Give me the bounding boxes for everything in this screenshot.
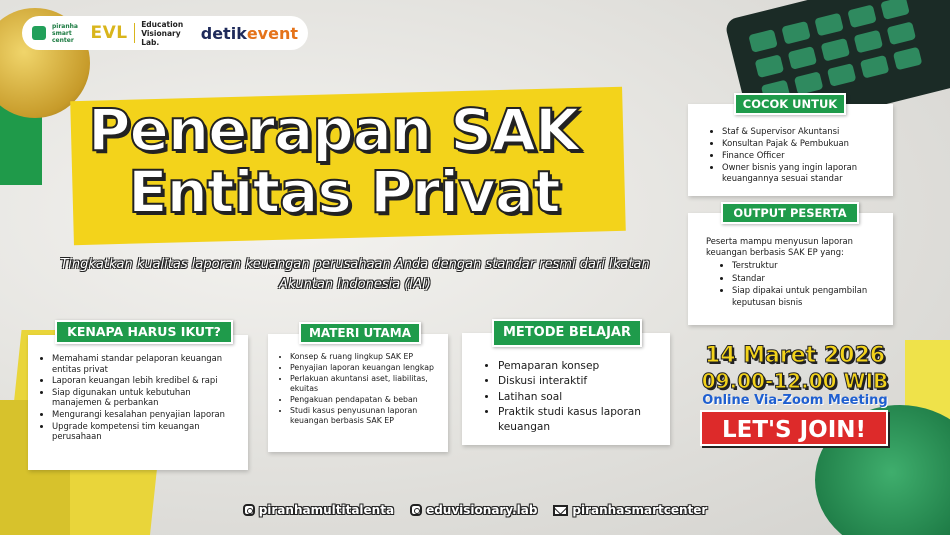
social-handle: piranhamultitalenta [258, 503, 395, 517]
social-instagram-1[interactable] [243, 503, 394, 517]
social-email[interactable] [553, 503, 707, 517]
output-list [718, 260, 884, 309]
list-item: • Standar [732, 273, 884, 285]
output-card [688, 213, 893, 325]
page-title-line-1: Penerapan SAK [88, 96, 579, 164]
metode-heading: METODE BELAJAR [492, 319, 642, 347]
list-item: • Konsultan Pajak & Pembukuan [722, 138, 890, 149]
list-item: • Latihan soal [498, 390, 664, 404]
list-item: • Finance Officer [722, 150, 890, 161]
list-item: • Perlakuan akuntansi aset, liabilitas, ekuitas [290, 374, 446, 394]
instagram-icon [410, 504, 422, 516]
join-button[interactable]: LET'S JOIN! [700, 410, 888, 446]
list-item: • Terstruktur [732, 260, 884, 272]
kenapa-card [28, 335, 248, 470]
evl-logo: EVL [90, 23, 128, 43]
piranha-logo-text: piranha smart center [52, 22, 78, 44]
social-handle: eduvisionary.lab [426, 503, 538, 517]
list-item: • Siap digunakan untuk kebutuhan manajemen & perbankan [52, 387, 243, 408]
logo-divider [134, 23, 136, 43]
list-item: • Pemaparan konsep [498, 359, 664, 373]
mail-icon [553, 505, 568, 516]
kenapa-list [38, 353, 243, 443]
social-links [250, 500, 708, 520]
event-online-location: Online Via-Zoom Meeting [702, 393, 888, 408]
output-heading: OUTPUT PESERTA [721, 202, 859, 224]
evl-logo-text: Education Visionary Lab. [141, 19, 184, 47]
materi-heading: MATERI UTAMA [299, 322, 421, 344]
cocok-heading: COCOK UNTUK [734, 93, 846, 115]
list-item: • Staf & Supervisor Akuntansi [722, 126, 890, 137]
detik-text: detik [200, 23, 247, 43]
list-item: • Konsep & ruang lingkup SAK EP [290, 352, 446, 362]
list-item: • Laporan keuangan lebih kredibel & rapi [52, 375, 243, 386]
list-item: • Mengurangi kesalahan penyajian laporan [52, 409, 243, 420]
kenapa-heading: KENAPA HARUS IKUT? [55, 320, 233, 344]
list-item: • Siap dipakai untuk pengambilan keputusan bisnis [732, 285, 884, 308]
metode-list [484, 359, 664, 435]
list-item: • Diskusi interaktif [498, 374, 664, 388]
social-instagram-2[interactable] [410, 503, 537, 517]
list-item: • Studi kasus penyusunan laporan keuangan berbasis SAK EP [290, 406, 446, 426]
cocok-list [708, 126, 890, 185]
event-date: 14 Maret 2026 [704, 343, 886, 368]
list-item: • Penyajian laporan keuangan lengkap [290, 363, 446, 373]
page-title-line-2: Entitas Privat [128, 158, 560, 226]
list-item: • Memahami standar pelaporan keuangan entitas privat [52, 353, 243, 374]
materi-list [276, 352, 446, 427]
instagram-icon [243, 504, 255, 516]
event-time: 09.00-12.00 WIB [701, 369, 889, 393]
metode-card [462, 333, 670, 445]
subtitle: Tingkatkan kualitas laporan keuangan perusahaan Anda dengan standar resmi dari Ikatan Akuntan Indonesia (IAI) [60, 257, 650, 292]
materi-card [268, 334, 448, 452]
logo-bar [22, 16, 308, 50]
social-handle: piranhasmartcenter [572, 503, 708, 517]
cocok-card [688, 104, 893, 196]
output-lead: Peserta mampu menyusun laporan keuangan berbasis SAK EP yang: [706, 236, 853, 257]
detikevent-logo [201, 24, 298, 43]
piranha-logo-icon [32, 26, 46, 40]
list-item: • Owner bisnis yang ingin laporan keuangannya sesuai standar [722, 162, 890, 184]
list-item: • Pengakuan pendapatan & beban [290, 395, 446, 405]
event-text: event [246, 23, 298, 43]
list-item: • Upgrade kompetensi tim keuangan perusahaan [52, 421, 243, 442]
list-item: • Praktik studi kasus laporan keuangan [498, 405, 664, 434]
